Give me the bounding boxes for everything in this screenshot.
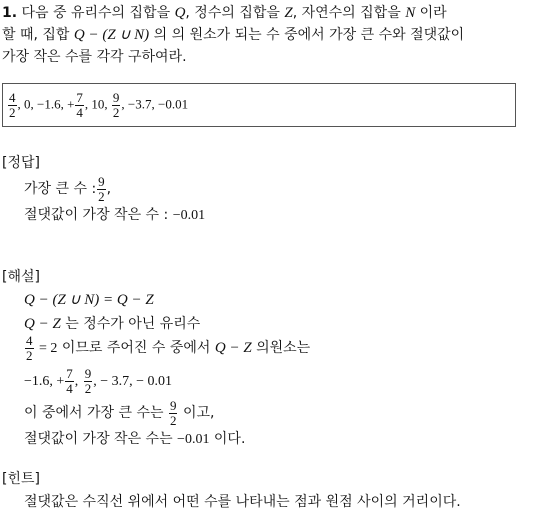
problem-text: 의 의 원소가 되는 수 중에서 가장 큰 수와 절댓값이 (153, 27, 465, 43)
solution-text: 는 정수가 아닌 유리수 (65, 316, 201, 332)
fraction: $\frac{9}{2}$ (112, 90, 120, 120)
problem-text: , 자연수의 집합을 (292, 5, 401, 21)
fraction: $\frac{9}{2}$ (84, 365, 92, 396)
solution-line-2 (24, 315, 200, 333)
answer-suffix: , (106, 181, 112, 197)
math-var: N (405, 5, 416, 21)
solution-line-5 (24, 396, 214, 430)
numbers-box (2, 83, 516, 127)
math-expression: Q − (Z ∪ N) (73, 27, 150, 43)
problem-line-1 (2, 4, 447, 22)
math-expression: Q − Z (214, 340, 252, 356)
solution-heading: [해설] (2, 269, 40, 285)
answer-largest (24, 174, 111, 204)
number-sequence: , −3.7, −0.01 (121, 96, 189, 112)
solution-line-3 (24, 332, 310, 365)
problem-text: , 정수의 집합을 (185, 5, 280, 21)
math-expression: = 2 (38, 341, 58, 356)
solution-text: 이 중에서 가장 큰 수는 (24, 405, 164, 421)
number-sequence: , − 3.7, − 0.01 (93, 374, 173, 389)
hint-heading: [힌트] (2, 471, 40, 487)
problem-number: 1. (2, 5, 18, 21)
problem-text: 할 때, 집합 (2, 27, 70, 43)
fraction: $\frac{4}{2}$ (9, 90, 16, 120)
problem-line-3 (2, 48, 187, 66)
answer-heading: [정답] (2, 155, 40, 171)
solution-line-4 (24, 364, 172, 399)
solution-text: 절댓값이 가장 작은 수는 (24, 431, 173, 447)
problem-text: 가장 작은 수를 각각 구하여라. (2, 49, 187, 65)
answer-label: 절댓값이 가장 작은 수 : (24, 207, 169, 223)
answer-label: 가장 큰 수 : (24, 181, 97, 197)
fraction: $\frac{7}{4}$ (66, 365, 73, 396)
solution-text: 이고, (182, 405, 215, 421)
number-sequence: , 0, −1.6, + (17, 96, 75, 112)
hint-text: 절댓값은 수직선 위에서 어떤 수를 나타내는 점과 원점 사이의 거리이다. (24, 494, 461, 510)
fraction: $\frac{4}{2}$ (26, 332, 33, 363)
number-sequence: , (74, 374, 79, 389)
problem-line-2 (2, 26, 464, 44)
problem-text: 다음 중 유리수의 집합을 (21, 5, 171, 21)
solution-text: 이다. (213, 431, 246, 447)
answer-smallest-abs (24, 206, 205, 225)
number-sequence: , 10, (84, 96, 108, 112)
math-expression: Q − (Z ∪ N) = Q − Z (24, 292, 154, 308)
fraction: $\frac{9}{2}$ (169, 397, 177, 428)
fraction: $\frac{7}{4}$ (76, 90, 83, 120)
solution-value: −0.01 (177, 432, 210, 447)
number-list (7, 91, 188, 120)
number-sequence: −1.6, + (24, 374, 65, 389)
math-var: Z (284, 5, 293, 21)
fraction: $\frac{9}{2}$ (98, 173, 105, 204)
solution-text: 의원소는 (256, 340, 311, 356)
solution-line-6 (24, 430, 245, 449)
math-expression: Q − Z (24, 316, 61, 332)
problem-text: 이라 (419, 5, 447, 21)
solution-text: 이므로 주어진 수 중에서 (61, 340, 211, 356)
answer-value: −0.01 (172, 208, 206, 223)
math-var: Q (174, 5, 186, 21)
solution-line-1 (24, 291, 154, 309)
